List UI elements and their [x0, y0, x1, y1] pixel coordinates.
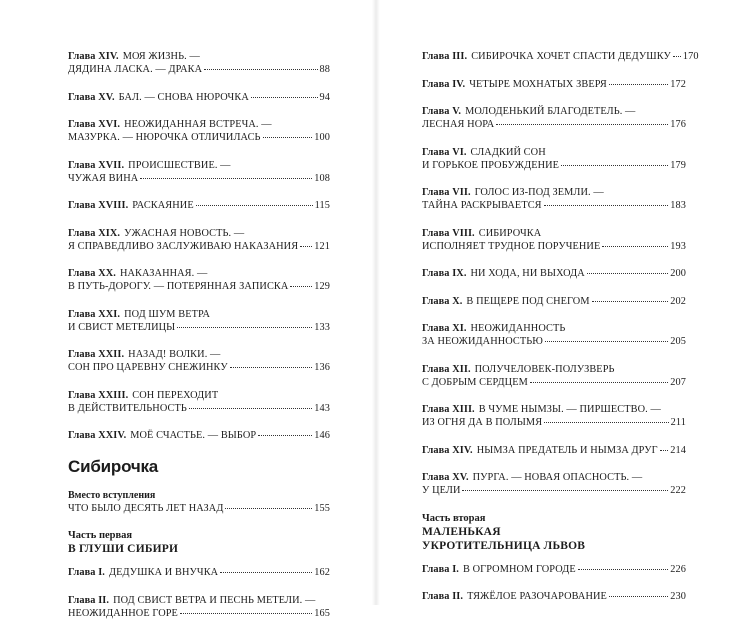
toc-entry[interactable] — [68, 199, 330, 212]
intro-label: Вместо вступления — [68, 489, 156, 501]
toc-line — [68, 607, 330, 620]
page-number: 108 — [314, 172, 330, 184]
chapter-title: НЫМЗА ПРЕДАТЕЛЬ И НЫМЗА ДРУГ — [476, 444, 658, 456]
chapter-title: ИЗ ОГНЯ ДА В ПОЛЫМЯ — [422, 417, 543, 428]
chapter-label: Глава XII. — [422, 363, 471, 375]
toc-line — [68, 429, 330, 442]
page-number: 193 — [670, 240, 686, 252]
chapter-title: СИБИРОЧКА ХОЧЕТ СПАСТИ ДЕДУШКУ — [471, 51, 671, 62]
dot-leader — [587, 273, 668, 274]
chapter-title: ЛЕСНАЯ НОРА — [422, 119, 495, 130]
page-number: 94 — [319, 91, 330, 103]
toc-line — [422, 105, 686, 118]
toc-entry[interactable] — [422, 471, 686, 497]
toc-list-right-bottom — [422, 563, 686, 604]
dot-leader — [300, 246, 312, 247]
dot-leader — [177, 327, 312, 328]
chapter-label: Глава II. — [68, 594, 110, 606]
toc-entry[interactable] — [68, 389, 330, 415]
chapter-title: НАЗАД! ВОЛКИ. — — [128, 349, 221, 360]
chapter-title: НЕОЖИДАННОСТЬ — [470, 323, 566, 334]
toc-line — [422, 335, 686, 348]
dot-leader — [263, 137, 313, 138]
chapter-label: Глава XXII. — [68, 349, 125, 360]
toc-line — [68, 321, 330, 334]
chapter-label: Глава XXIII. — [68, 389, 129, 401]
dot-leader — [496, 124, 668, 125]
part-title: В ГЛУШИ СИБИРИ — [68, 543, 179, 555]
chapter-title: Я СПРАВЕДЛИВО ЗАСЛУЖИВАЮ НАКАЗАНИЯ — [68, 240, 299, 252]
chapter-title: В ОГРОМНОМ ГОРОДЕ — [462, 563, 576, 575]
toc-line — [68, 566, 330, 579]
chapter-label: Глава I. — [68, 567, 105, 578]
page-number: 170 — [682, 51, 699, 62]
chapter-title: СИБИРОЧКА — [478, 227, 542, 239]
chapter-label: Глава IX. — [422, 268, 467, 279]
toc-line — [68, 50, 330, 63]
chapter-label: Глава XXIV. — [68, 430, 127, 441]
toc-list-right — [422, 50, 699, 497]
page-number: 115 — [314, 200, 330, 211]
chapter-label: Глава XIX. — [68, 227, 121, 239]
chapter-title: БАЛ. — СНОВА НЮРОЧКА — [118, 91, 249, 103]
dot-leader — [609, 84, 668, 85]
dot-leader — [180, 613, 312, 614]
page-number: 230 — [670, 591, 686, 602]
chapter-title: ПУРГА. — НОВАЯ ОПАСНОСТЬ. — — [472, 472, 643, 483]
page-number: 143 — [314, 402, 330, 414]
toc-line — [422, 267, 686, 280]
chapter-title: МОЯ ЖИЗНЬ. — — [122, 51, 200, 62]
toc-entry[interactable] — [68, 429, 330, 442]
toc-line — [68, 348, 330, 361]
dot-leader — [544, 205, 669, 206]
toc-line — [422, 471, 686, 484]
dot-leader — [592, 301, 669, 302]
toc-line — [422, 146, 686, 159]
dot-leader — [544, 422, 668, 423]
toc-entry[interactable] — [422, 146, 686, 172]
chapter-title: И ГОРЬКОЕ ПРОБУЖДЕНИЕ — [422, 159, 560, 171]
chapter-title: С ДОБРЫМ СЕРДЦЕМ — [422, 376, 528, 388]
chapter-title: НЕОЖИДАННОЕ ГОРЕ — [68, 607, 178, 619]
dot-leader — [258, 435, 312, 436]
chapter-label: Глава XVIII. — [68, 200, 129, 211]
chapter-label: Глава VII. — [422, 187, 471, 198]
chapter-label: Глава XIV. — [68, 51, 119, 62]
dot-leader — [609, 596, 668, 597]
page-number: 214 — [670, 444, 686, 456]
chapter-title: И СВИСТ МЕТЕЛИЦЫ — [68, 321, 176, 333]
toc-entry[interactable] — [422, 444, 686, 457]
chapter-title: ЧЕТЫРЕ МОХНАТЫХ ЗВЕРЯ — [469, 78, 607, 90]
chapter-title: ИСПОЛНЯЕТ ТРУДНОЕ ПОРУЧЕНИЕ — [422, 240, 601, 252]
part-title-line: УКРОТИТЕЛЬНИЦА ЛЬВОВ — [422, 539, 586, 552]
toc-entry[interactable] — [68, 50, 330, 76]
page-number: 88 — [319, 64, 330, 75]
chapter-title: СЛАДКИЙ СОН — [470, 146, 546, 158]
dot-leader — [251, 97, 318, 98]
dot-leader — [204, 69, 317, 70]
page-number: 136 — [314, 362, 330, 373]
dot-leader — [230, 367, 313, 368]
toc-line — [68, 131, 330, 144]
toc-entry[interactable] — [422, 563, 686, 576]
page-number: 226 — [670, 563, 686, 575]
toc-line — [68, 172, 330, 185]
toc-line — [422, 118, 686, 131]
dot-leader — [561, 165, 668, 166]
chapter-label: Глава VIII. — [422, 227, 475, 239]
chapter-title: У ЦЕЛИ — [422, 485, 461, 496]
chapter-title: ПОД СВИСТ ВЕТРА И ПЕСНЬ МЕТЕЛИ. — — [113, 594, 316, 606]
toc-entry[interactable] — [422, 295, 686, 308]
chapter-label: Глава XXI. — [68, 308, 121, 320]
toc-line — [68, 502, 330, 515]
intro-entry[interactable] — [68, 489, 330, 515]
chapter-title: МОЁ СЧАСТЬЕ. — ВЫБОР — [130, 430, 257, 441]
toc-line — [68, 389, 330, 402]
chapter-title: ТАЙНА РАСКРЫВАЕТСЯ — [422, 200, 542, 211]
chapter-title: ТЯЖЁЛОЕ РАЗОЧАРОВАНИЕ — [467, 591, 607, 602]
page-number: 162 — [314, 567, 330, 578]
toc-entry[interactable] — [422, 186, 686, 212]
toc-entry[interactable] — [68, 227, 330, 253]
page-number: 183 — [670, 200, 686, 211]
part-heading — [68, 529, 330, 556]
toc-entry[interactable] — [422, 267, 686, 280]
toc-entry[interactable] — [422, 227, 686, 253]
page-number: 155 — [314, 502, 330, 514]
chapter-title: ПОД ШУМ ВЕТРА — [124, 308, 211, 320]
intro-text: ЧТО БЫЛО ДЕСЯТЬ ЛЕТ НАЗАД — [68, 502, 224, 514]
toc-line — [422, 295, 686, 308]
toc-line — [68, 402, 330, 415]
page-number: 133 — [314, 321, 330, 333]
toc-entry[interactable] — [68, 91, 330, 104]
toc-line — [422, 376, 686, 389]
toc-line — [422, 484, 686, 497]
toc-line — [422, 322, 686, 335]
toc-entry[interactable] — [68, 594, 330, 620]
toc-entry[interactable] — [68, 308, 330, 334]
toc-entry[interactable] — [68, 159, 330, 185]
toc-entry[interactable] — [422, 590, 686, 603]
chapter-label: Глава XIII. — [422, 404, 475, 415]
dot-leader — [530, 382, 668, 383]
chapter-title: МОЛОДЕНЬКИЙ БЛАГОДЕТЕЛЬ. — — [465, 106, 636, 117]
toc-line — [68, 267, 330, 280]
left-page — [68, 0, 330, 634]
toc-line — [422, 563, 686, 576]
page-number: 121 — [314, 240, 330, 252]
chapter-label: Глава I. — [422, 563, 459, 575]
toc-line — [422, 159, 686, 172]
toc-list-left-bottom — [68, 566, 330, 620]
chapter-title: СОН ПЕРЕХОДИТ — [132, 389, 219, 401]
page-gutter — [372, 0, 380, 605]
chapter-title: ЗА НЕОЖИДАННОСТЬЮ — [422, 336, 543, 347]
toc-line — [68, 63, 330, 76]
chapter-label: Глава X. — [422, 295, 463, 307]
part-heading — [422, 512, 686, 553]
chapter-label: Глава XV. — [68, 91, 115, 103]
chapter-label: Глава XX. — [68, 268, 116, 279]
chapter-title: В ДЕЙСТВИТЕЛЬНОСТЬ — [68, 402, 187, 414]
dot-leader — [290, 286, 312, 287]
page-number: 100 — [314, 132, 330, 143]
chapter-title: НАКАЗАННАЯ. — — [119, 268, 208, 279]
toc-entry[interactable] — [422, 403, 686, 429]
chapter-label: Глава VI. — [422, 146, 467, 158]
dot-leader — [673, 56, 681, 57]
chapter-label: Глава V. — [422, 106, 462, 117]
toc-line — [422, 78, 686, 91]
toc-line — [68, 361, 330, 374]
toc-line — [422, 444, 686, 457]
dot-leader — [140, 178, 312, 179]
toc-line — [422, 227, 686, 240]
dot-leader — [545, 341, 668, 342]
chapter-title: ДЕДУШКА И ВНУЧКА — [108, 567, 219, 578]
toc-line — [68, 280, 330, 293]
toc-entry[interactable] — [422, 78, 686, 91]
chapter-title: В ЧУМЕ НЫМЗЫ. — ПИРШЕСТВО. — — [478, 404, 661, 415]
toc-line — [422, 240, 686, 253]
page-number: 202 — [670, 295, 686, 307]
chapter-label: Глава II. — [422, 591, 464, 602]
chapter-label: Глава IV. — [422, 78, 466, 90]
section-title: Сибирочка — [68, 456, 159, 476]
toc-line — [422, 186, 686, 199]
chapter-label: Глава III. — [422, 51, 468, 62]
page-number: 146 — [314, 430, 330, 441]
toc-line — [68, 308, 330, 321]
toc-entry[interactable] — [68, 118, 330, 144]
toc-line — [68, 199, 330, 212]
chapter-title: НЕОЖИДАННАЯ ВСТРЕЧА. — — [124, 119, 272, 130]
dot-leader — [225, 508, 312, 509]
toc-line — [422, 416, 686, 429]
toc-entry[interactable] — [422, 50, 699, 63]
chapter-title: ПРОИСШЕСТВИЕ. — — [128, 159, 231, 171]
page-number: 129 — [314, 281, 330, 292]
chapter-title: ГОЛОС ИЗ-ПОД ЗЕМЛИ. — — [474, 187, 604, 198]
toc-list-left-top — [68, 50, 330, 442]
dot-leader — [220, 572, 312, 573]
chapter-title: ЧУЖАЯ ВИНА — [68, 172, 139, 184]
chapter-title: В ПЕЩЕРЕ ПОД СНЕГОМ — [466, 295, 590, 307]
dot-leader — [602, 246, 668, 247]
toc-entry[interactable] — [68, 566, 330, 579]
chapter-label: Глава XI. — [422, 323, 467, 334]
chapter-title: СОН ПРО ЦАРЕВНУ СНЕЖИНКУ — [68, 362, 228, 373]
page-number: 172 — [670, 78, 686, 90]
right-page — [422, 0, 699, 618]
toc-entry[interactable] — [68, 348, 330, 374]
page-number: 179 — [670, 159, 686, 171]
chapter-label: Глава XIV. — [422, 444, 473, 456]
page-number: 200 — [670, 268, 686, 279]
toc-line — [422, 199, 686, 212]
dot-leader — [462, 490, 668, 491]
page-number: 207 — [670, 376, 686, 388]
toc-line — [422, 50, 699, 63]
toc-line — [422, 590, 686, 603]
part-label: Часть первая — [68, 530, 133, 541]
toc-entry[interactable] — [422, 322, 686, 348]
toc-line — [68, 91, 330, 104]
toc-line — [68, 240, 330, 253]
dot-leader — [660, 450, 669, 451]
page-number: 211 — [670, 417, 686, 428]
chapter-title: НИ ХОДА, НИ ВЫХОДА — [470, 268, 585, 279]
toc-line — [68, 159, 330, 172]
toc-line — [68, 118, 330, 131]
dot-leader — [578, 569, 668, 570]
dot-leader — [189, 408, 312, 409]
part-label: Часть вторая — [422, 512, 486, 524]
page-number: 165 — [314, 607, 330, 619]
toc-entry[interactable] — [68, 267, 330, 293]
toc-line — [422, 403, 686, 416]
dot-leader — [196, 205, 313, 206]
page-number: 222 — [670, 485, 686, 496]
toc-line — [68, 227, 330, 240]
toc-entry[interactable] — [422, 363, 686, 389]
chapter-title: УЖАСНАЯ НОВОСТЬ. — — [124, 227, 245, 239]
page-number: 176 — [670, 119, 686, 130]
chapter-label: Глава XVII. — [68, 159, 125, 171]
chapter-label: Глава XVI. — [68, 119, 121, 130]
chapter-title: МАЗУРКА. — НЮРОЧКА ОТЛИЧИЛАСЬ — [68, 132, 261, 143]
chapter-title: РАСКАЯНИЕ — [132, 200, 194, 211]
chapter-label: Глава XV. — [422, 472, 469, 483]
part-title-line: МАЛЕНЬКАЯ — [422, 525, 501, 538]
toc-line — [422, 363, 686, 376]
page-number: 205 — [670, 336, 686, 347]
chapter-title: ДЯДИНА ЛАСКА. — ДРАКА — [68, 64, 203, 75]
chapter-title: В ПУТЬ-ДОРОГУ. — ПОТЕРЯННАЯ ЗАПИСКА — [68, 281, 289, 292]
chapter-title: ПОЛУЧЕЛОВЕК-ПОЛУЗВЕРЬ — [474, 363, 615, 375]
toc-entry[interactable] — [422, 105, 686, 131]
